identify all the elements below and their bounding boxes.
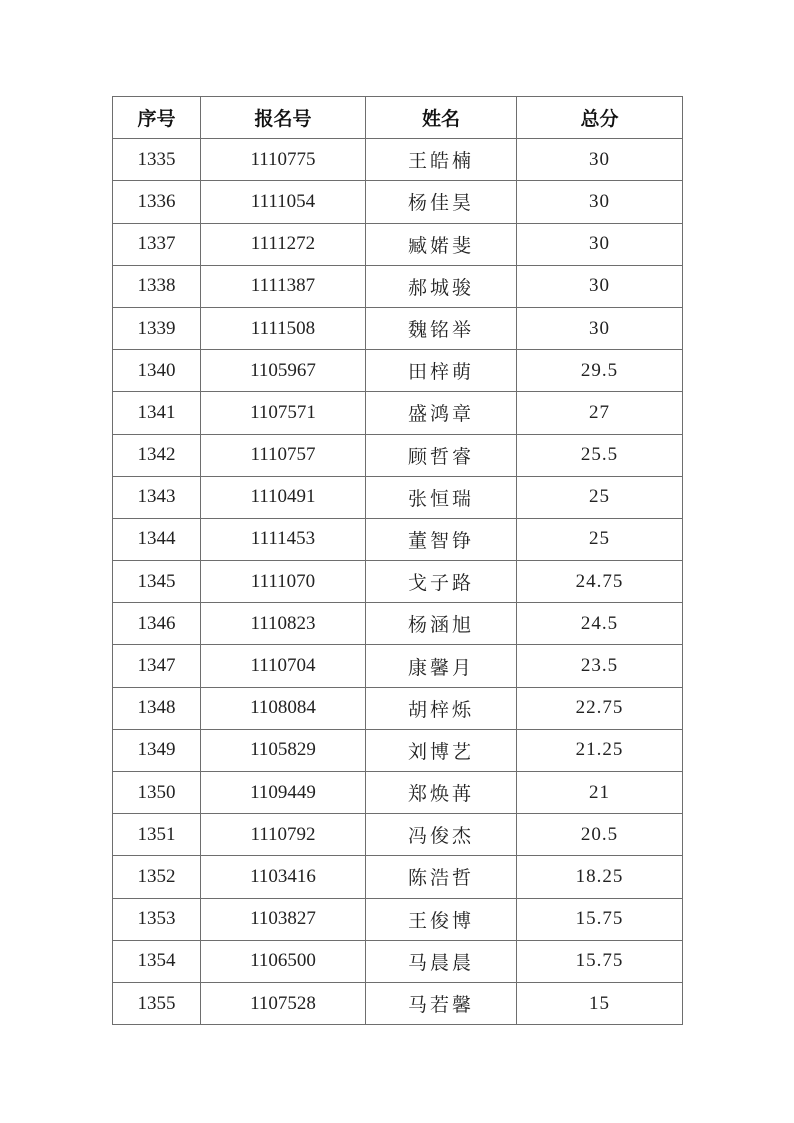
cell-seq: 1343 — [113, 476, 201, 518]
table-row — [113, 729, 683, 771]
cell-name: 郑焕苒 — [366, 772, 517, 814]
cell-reg-no: 1111272 — [201, 223, 366, 265]
cell-seq: 1345 — [113, 561, 201, 603]
table-row — [113, 350, 683, 392]
header-name: 姓名 — [366, 97, 517, 139]
cell-name: 董智铮 — [366, 518, 517, 560]
cell-seq: 1336 — [113, 181, 201, 223]
cell-total: 24.75 — [517, 561, 683, 603]
table-row — [113, 307, 683, 349]
cell-reg-no: 1110757 — [201, 434, 366, 476]
cell-reg-no: 1103827 — [201, 898, 366, 940]
cell-seq: 1339 — [113, 307, 201, 349]
cell-seq: 1346 — [113, 603, 201, 645]
cell-seq: 1348 — [113, 687, 201, 729]
cell-reg-no: 1107571 — [201, 392, 366, 434]
table-row — [113, 181, 683, 223]
cell-reg-no: 1110823 — [201, 603, 366, 645]
score-table — [112, 96, 683, 1025]
cell-total: 25 — [517, 518, 683, 560]
cell-total: 30 — [517, 181, 683, 223]
cell-reg-no: 1111508 — [201, 307, 366, 349]
cell-seq: 1351 — [113, 814, 201, 856]
cell-total: 21.25 — [517, 729, 683, 771]
cell-total: 20.5 — [517, 814, 683, 856]
cell-name: 王皓楠 — [366, 139, 517, 181]
cell-total: 30 — [517, 139, 683, 181]
cell-name: 马晨晨 — [366, 940, 517, 982]
cell-reg-no: 1103416 — [201, 856, 366, 898]
cell-name: 杨涵旭 — [366, 603, 517, 645]
cell-total: 25 — [517, 476, 683, 518]
cell-seq: 1335 — [113, 139, 201, 181]
cell-name: 胡梓烁 — [366, 687, 517, 729]
cell-name: 田梓萌 — [366, 350, 517, 392]
cell-reg-no: 1105829 — [201, 729, 366, 771]
header-reg-no: 报名号 — [201, 97, 366, 139]
table-row — [113, 856, 683, 898]
table-row — [113, 772, 683, 814]
cell-reg-no: 1111387 — [201, 265, 366, 307]
cell-seq: 1340 — [113, 350, 201, 392]
table-row — [113, 223, 683, 265]
table-row — [113, 139, 683, 181]
table-row — [113, 645, 683, 687]
cell-total: 18.25 — [517, 856, 683, 898]
cell-total: 27 — [517, 392, 683, 434]
cell-name: 康馨月 — [366, 645, 517, 687]
table-row — [113, 476, 683, 518]
cell-total: 29.5 — [517, 350, 683, 392]
table-row — [113, 982, 683, 1024]
cell-seq: 1349 — [113, 729, 201, 771]
cell-total: 30 — [517, 223, 683, 265]
cell-reg-no: 1110792 — [201, 814, 366, 856]
cell-reg-no: 1111453 — [201, 518, 366, 560]
cell-seq: 1350 — [113, 772, 201, 814]
cell-total: 15.75 — [517, 898, 683, 940]
cell-name: 魏铭举 — [366, 307, 517, 349]
cell-reg-no: 1106500 — [201, 940, 366, 982]
cell-reg-no: 1110491 — [201, 476, 366, 518]
table-row — [113, 434, 683, 476]
table-row — [113, 265, 683, 307]
header-total: 总分 — [517, 97, 683, 139]
cell-total: 21 — [517, 772, 683, 814]
cell-seq: 1347 — [113, 645, 201, 687]
cell-reg-no: 1110775 — [201, 139, 366, 181]
cell-seq: 1344 — [113, 518, 201, 560]
cell-reg-no: 1110704 — [201, 645, 366, 687]
cell-total: 22.75 — [517, 687, 683, 729]
cell-total: 24.5 — [517, 603, 683, 645]
header-seq: 序号 — [113, 97, 201, 139]
cell-total: 25.5 — [517, 434, 683, 476]
table-row — [113, 814, 683, 856]
table-body — [113, 139, 683, 1025]
cell-total: 15.75 — [517, 940, 683, 982]
cell-seq: 1338 — [113, 265, 201, 307]
cell-seq: 1341 — [113, 392, 201, 434]
cell-name: 郝城骏 — [366, 265, 517, 307]
cell-name: 臧婼斐 — [366, 223, 517, 265]
cell-name: 陈浩哲 — [366, 856, 517, 898]
cell-name: 杨佳昊 — [366, 181, 517, 223]
cell-name: 顾哲睿 — [366, 434, 517, 476]
table-row — [113, 561, 683, 603]
cell-reg-no: 1111070 — [201, 561, 366, 603]
cell-reg-no: 1108084 — [201, 687, 366, 729]
table-row — [113, 898, 683, 940]
cell-reg-no: 1111054 — [201, 181, 366, 223]
cell-seq: 1354 — [113, 940, 201, 982]
cell-name: 张恒瑞 — [366, 476, 517, 518]
cell-seq: 1355 — [113, 982, 201, 1024]
cell-name: 刘博艺 — [366, 729, 517, 771]
table-header-row — [113, 97, 683, 139]
cell-name: 戈子路 — [366, 561, 517, 603]
table-row — [113, 687, 683, 729]
cell-name: 王俊博 — [366, 898, 517, 940]
cell-seq: 1352 — [113, 856, 201, 898]
cell-name: 马若馨 — [366, 982, 517, 1024]
cell-name: 冯俊杰 — [366, 814, 517, 856]
cell-seq: 1342 — [113, 434, 201, 476]
table-row — [113, 392, 683, 434]
cell-seq: 1337 — [113, 223, 201, 265]
cell-total: 30 — [517, 265, 683, 307]
cell-reg-no: 1107528 — [201, 982, 366, 1024]
cell-total: 30 — [517, 307, 683, 349]
table-row — [113, 940, 683, 982]
cell-total: 23.5 — [517, 645, 683, 687]
table-row — [113, 518, 683, 560]
cell-reg-no: 1109449 — [201, 772, 366, 814]
cell-name: 盛鸿章 — [366, 392, 517, 434]
cell-total: 15 — [517, 982, 683, 1024]
cell-seq: 1353 — [113, 898, 201, 940]
cell-reg-no: 1105967 — [201, 350, 366, 392]
table-row — [113, 603, 683, 645]
